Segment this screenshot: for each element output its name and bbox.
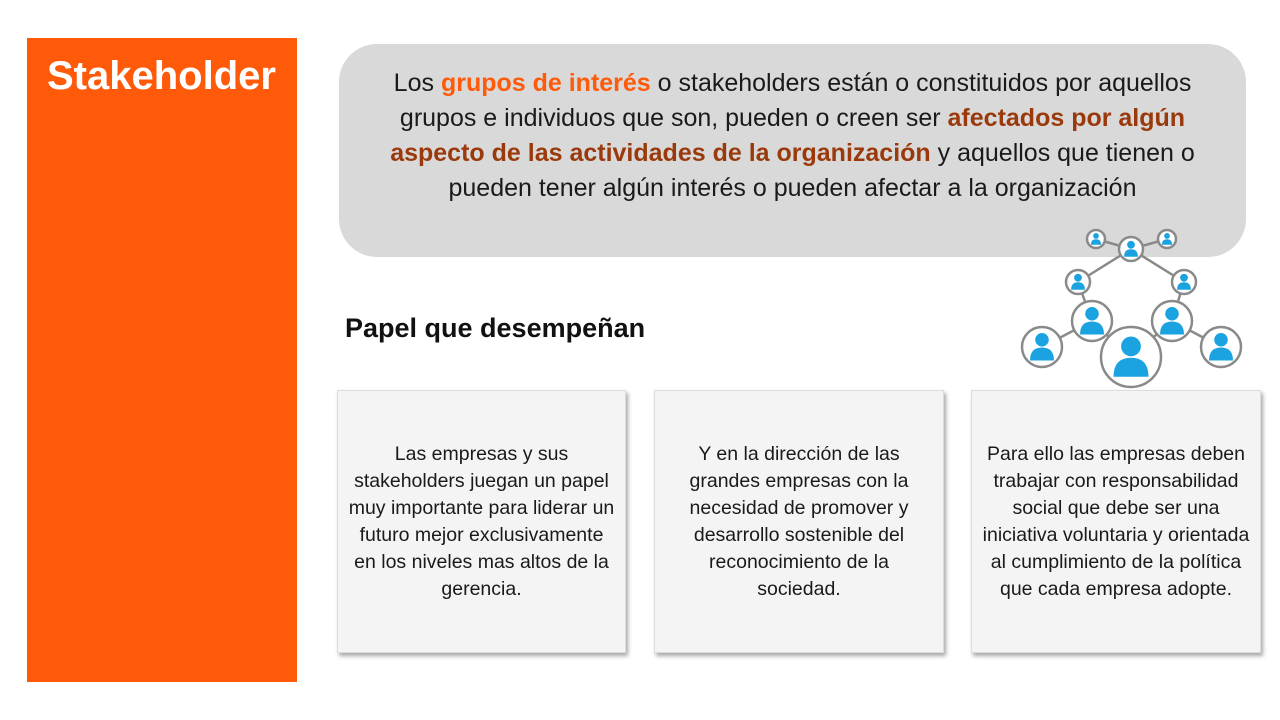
definition-text-2: o stakeholders están o constituidos por aquellos grupos e individuos que son, pueden o creen ser xyxy=(399,69,1192,132)
role-card-text: Las empresas y sus stakeholders juegan un papel muy importante para liderar un futuro mejor exclusivamente en los niveles mas altos de la gerencia. xyxy=(348,442,615,600)
people-network-icon xyxy=(1010,222,1250,397)
role-card-text: Para ello las empresas deben trabajar con responsabilidad social que debe ser una iniciativa voluntaria y orientada al cumplimiento de la política que cada empresa adopte. xyxy=(982,442,1250,600)
role-card-3 xyxy=(971,390,1261,653)
definition-text-3: y aquellos que tienen o pueden tener algún interés o pueden afectar a la organización xyxy=(448,139,1195,202)
section-title: Papel que desempeñan xyxy=(345,313,646,343)
role-card-text: Y en la dirección de las grandes empresas con la necesidad de promover y desarrollo sostenible del reconocimiento de la sociedad. xyxy=(689,442,909,600)
definition-highlight-affected: afectados por algún aspecto de las actividades de la organización xyxy=(390,104,1186,167)
definition-text-1: Los xyxy=(393,69,441,97)
role-card-2 xyxy=(654,390,944,653)
definition-highlight-stakeholders: grupos de interés xyxy=(440,69,651,97)
title-sidebar xyxy=(27,38,297,682)
page-title: Stakeholder xyxy=(47,54,276,98)
role-card-1 xyxy=(337,390,626,653)
